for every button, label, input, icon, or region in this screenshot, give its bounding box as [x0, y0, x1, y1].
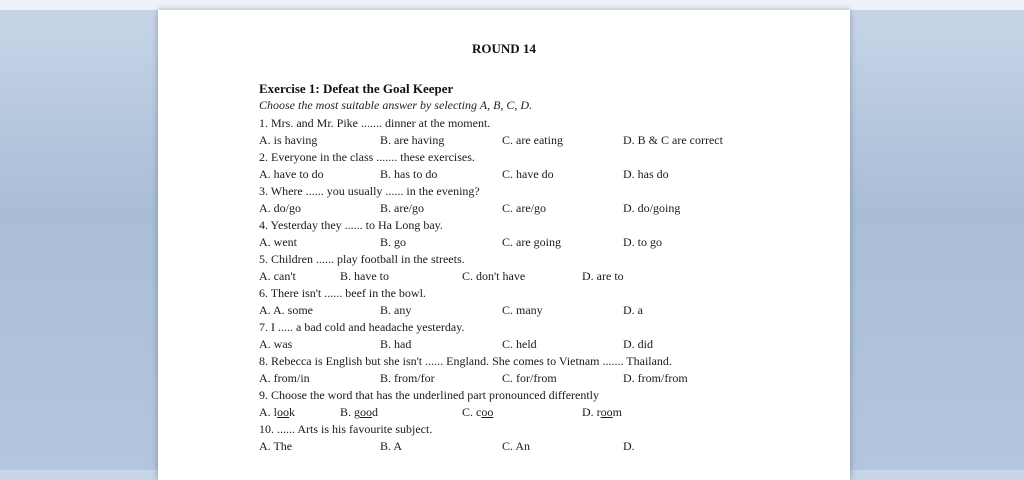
question-9: 9. Choose the word that has the underlined part pronounced differently	[259, 388, 600, 402]
option-b: B. A	[380, 439, 403, 453]
question-2: 2. Everyone in the class ....... these exercises.	[259, 150, 475, 164]
question-3: 3. Where ...... you usually ...... in the evening?	[259, 184, 480, 198]
question-8-options	[259, 370, 839, 386]
question-10: 10. ...... Arts is his favourite subject.	[259, 422, 433, 436]
option-b: B. had	[380, 337, 412, 351]
option-b: B. any	[380, 303, 412, 317]
option-c: C. are/go	[502, 201, 546, 215]
question-5-options	[259, 268, 839, 284]
option-d: D. from/from	[623, 371, 688, 385]
option-c: C. coo	[462, 405, 494, 419]
option-b: B. good	[340, 405, 379, 419]
exercise-instructions: Choose the most suitable answer by selecting A, B, C, D.	[259, 98, 533, 112]
option-d: D. room	[582, 405, 623, 419]
option-c: C. for/from	[502, 371, 557, 385]
question-2-options	[259, 166, 839, 182]
exercise-title: Exercise 1: Defeat the Goal Keeper	[259, 81, 454, 96]
question-7: 7. I ..... a bad cold and headache yesterday.	[259, 320, 465, 334]
option-b: B. are having	[380, 133, 445, 147]
question-5: 5. Children ...... play football in the streets.	[259, 252, 465, 266]
question-6: 6. There isn't ...... beef in the bowl.	[259, 286, 426, 300]
question-3-options	[259, 200, 839, 216]
option-b: B. go	[380, 235, 407, 249]
document-page	[158, 10, 850, 480]
question-9-options	[259, 404, 839, 420]
option-a: A. was	[259, 337, 293, 351]
question-4-options	[259, 234, 839, 250]
option-a: A. went	[259, 235, 297, 249]
question-8: 8. Rebecca is English but she isn't ...... England. She comes to Vietnam ....... Thailand.	[259, 354, 672, 368]
question-1: 1. Mrs. and Mr. Pike ....... dinner at the moment.	[259, 116, 491, 130]
option-d: D. do/going	[623, 201, 681, 215]
option-b: B. has to do	[380, 167, 438, 181]
option-d: D.	[623, 439, 635, 453]
option-c: C. have do	[502, 167, 554, 181]
question-6-options	[259, 302, 839, 318]
option-d: D. did	[623, 337, 653, 351]
option-a: A. The	[259, 439, 293, 453]
question-7-options	[259, 336, 839, 352]
option-b: B. have to	[340, 269, 389, 283]
option-d: D. has do	[623, 167, 669, 181]
option-a: A. is having	[259, 133, 318, 147]
option-b: B. from/for	[380, 371, 435, 385]
option-a: A. do/go	[259, 201, 301, 215]
option-d: D. a	[623, 303, 643, 317]
option-c: C. are eating	[502, 133, 563, 147]
option-b: B. are/go	[380, 201, 424, 215]
option-d: D. to go	[623, 235, 662, 249]
option-a: A. look	[259, 405, 295, 419]
question-4: 4. Yesterday they ...... to Ha Long bay.	[259, 218, 443, 232]
option-d: D. are to	[582, 269, 624, 283]
option-c: C. An	[502, 439, 531, 453]
option-c: C. are going	[502, 235, 561, 249]
question-1-options	[259, 132, 839, 148]
option-c: C. don't have	[462, 269, 526, 283]
round-title: ROUND 14	[472, 41, 536, 56]
option-c: C. held	[502, 337, 537, 351]
option-c: C. many	[502, 303, 543, 317]
option-a: A. can't	[259, 269, 296, 283]
option-d: D. B & C are correct	[623, 133, 723, 147]
window-top-strip	[0, 0, 1024, 10]
option-a: A. from/in	[259, 371, 310, 385]
question-10-options	[259, 438, 839, 454]
option-a: A. have to do	[259, 167, 324, 181]
option-a: A. A. some	[259, 303, 313, 317]
